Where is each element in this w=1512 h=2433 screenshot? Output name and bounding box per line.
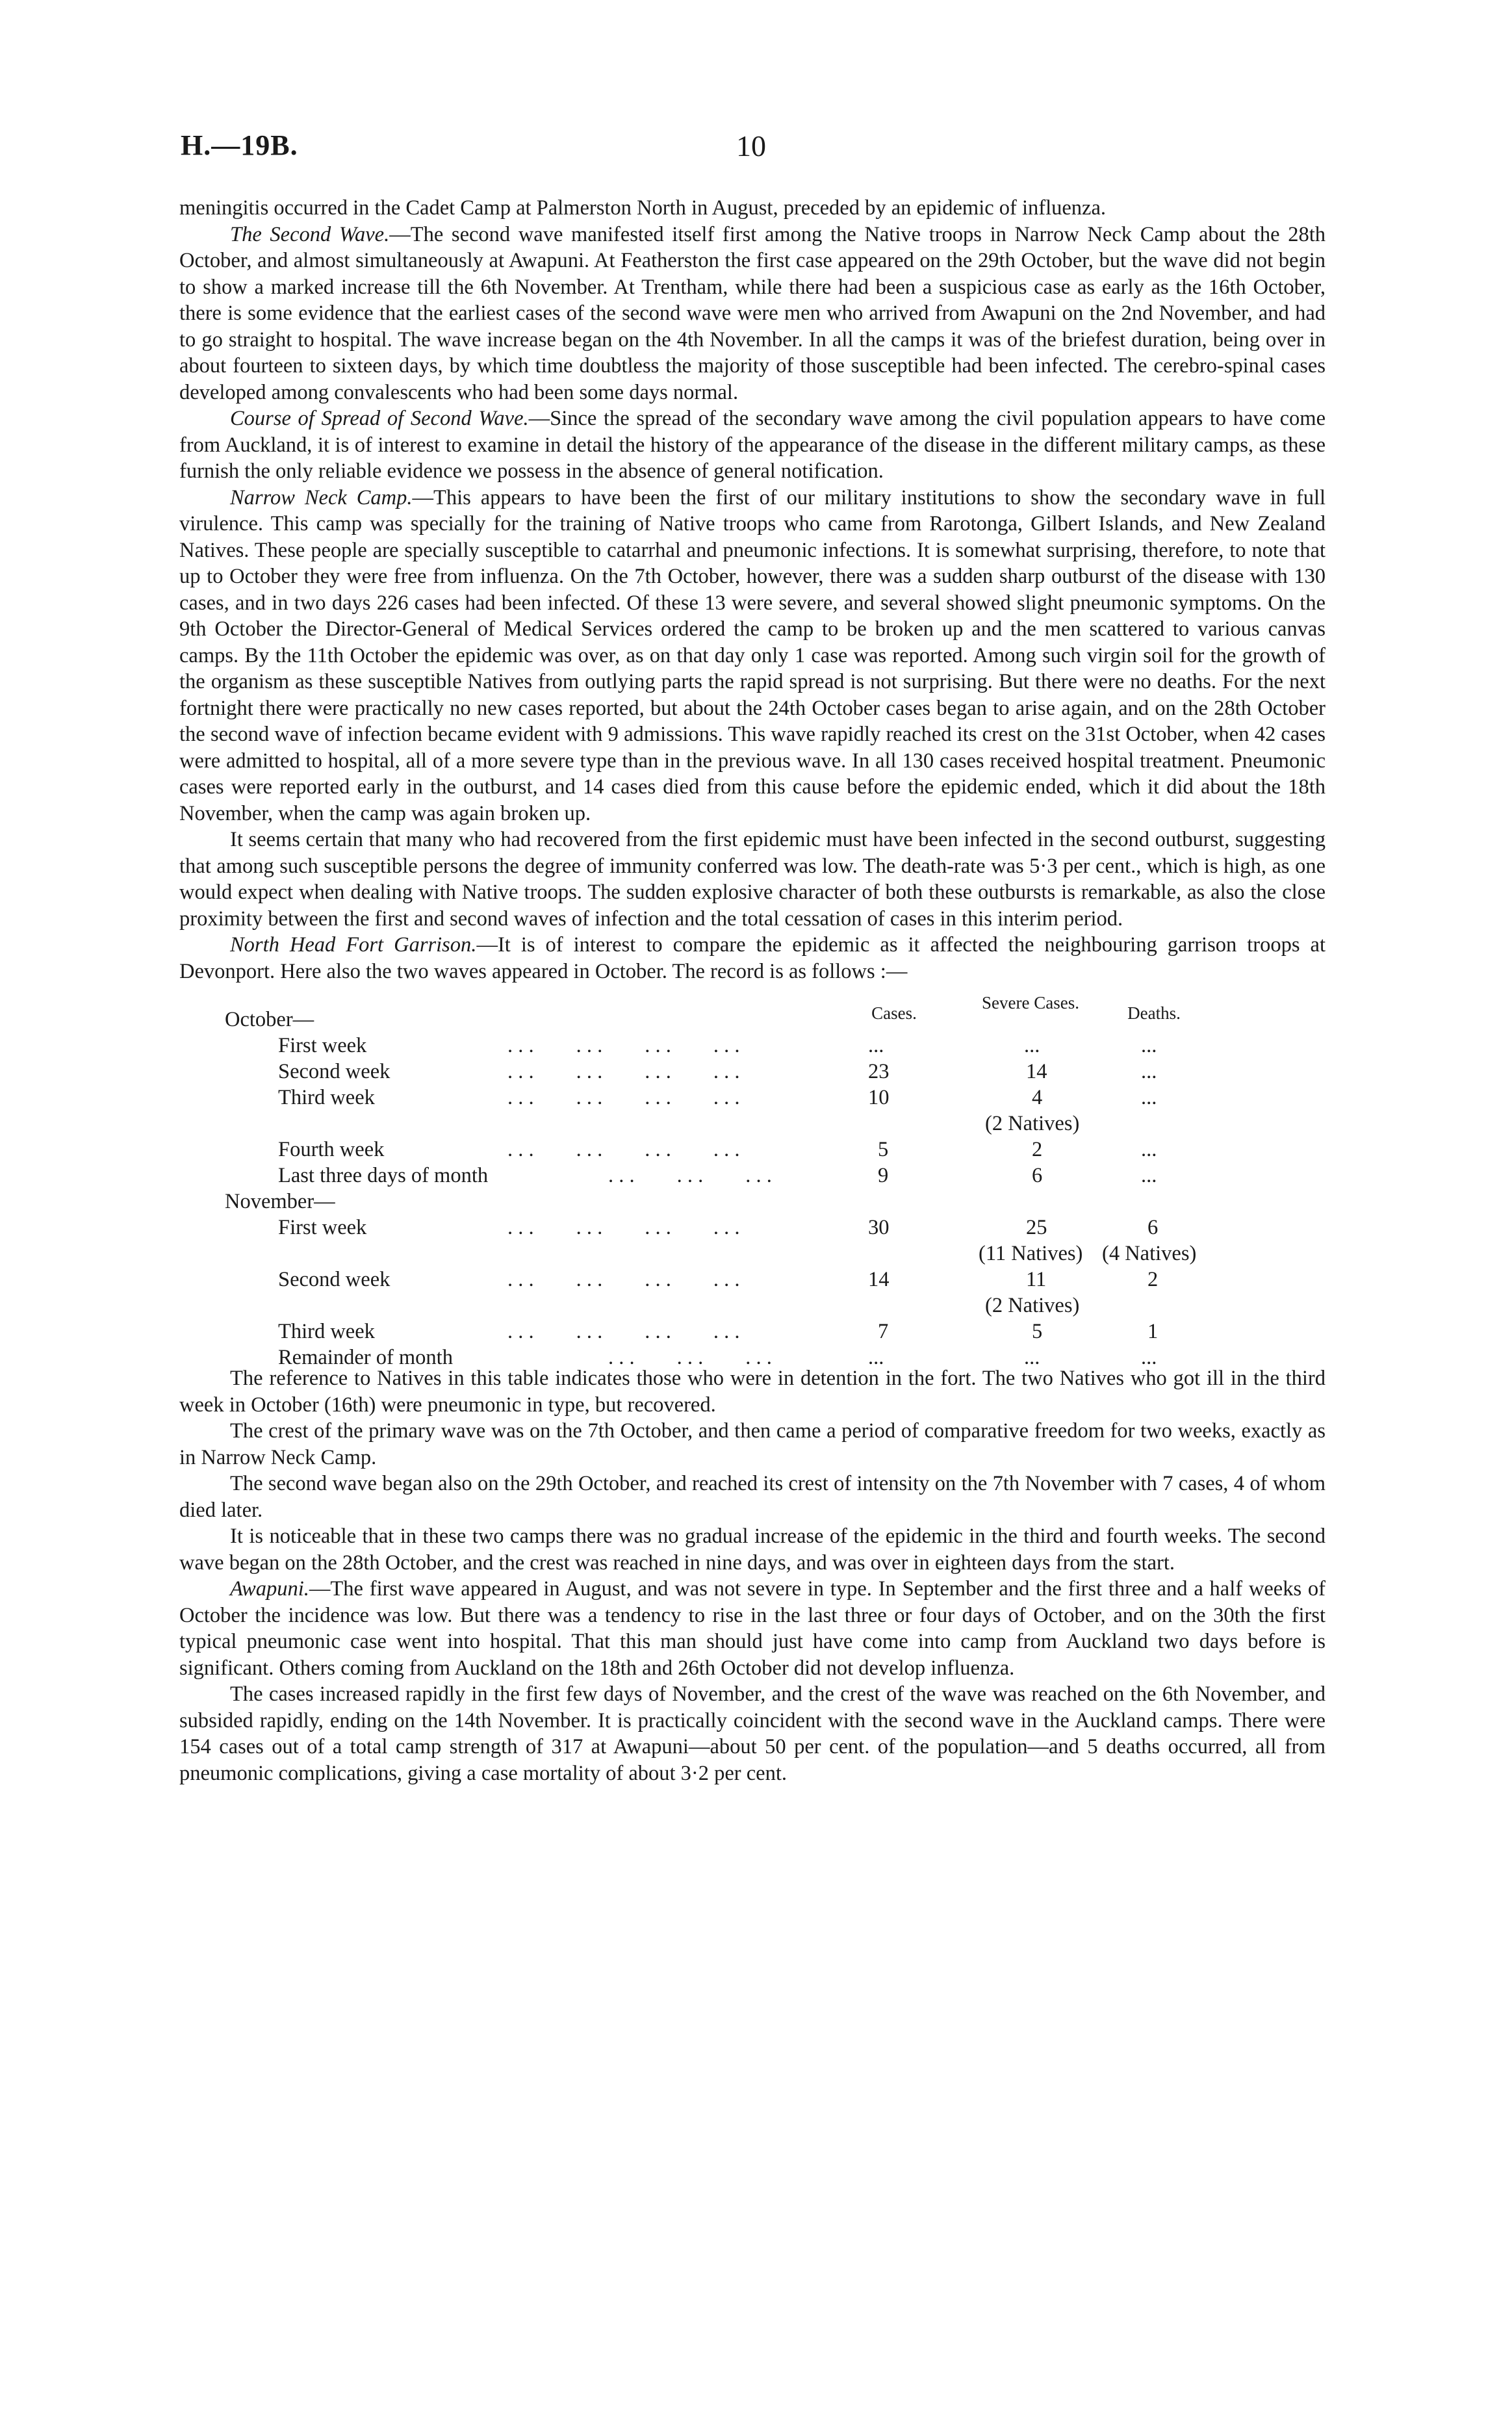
paragraph-text: —The first wave appeared in August, and was not severe in type. In September and the first three and a half weeks of October the incidence was low. But there was a tendency to rise in the last three or four days of October, and on the 30th the first typical pneumonic case went into hospital. That this man should just have come into camp from Auckland two days before is significant. Others coming from Auckland on the 18th and 26th October did not develop influenza. [179,1577,1326,1680]
leader-dots: . . . . . . . . . . . . [507,1216,740,1239]
header-severe-cases: Severe Cases. [982,993,1079,1012]
cell-cases: 7 [878,1320,889,1343]
row-label: Third week [278,1086,375,1109]
cell-cases: ... [868,1034,884,1057]
cell-deaths: ... [1141,1138,1157,1161]
cell-cases: ... [868,1346,884,1369]
leader-dots: . . . . . . . . . . . . [507,1060,740,1083]
cell-deaths: ... [1141,1034,1157,1057]
document-body [179,195,1326,1786]
section-heading: North Head Fort Garrison. [230,933,477,957]
leader-dots: . . . . . . . . . [608,1164,772,1187]
cell-deaths: 1 [1147,1320,1159,1343]
row-label: Last three days of month [278,1164,489,1187]
cell-severe: ... [1024,1034,1040,1057]
leader-dots: . . . . . . . . . . . . [507,1138,740,1161]
paragraph [179,1576,1326,1681]
paragraph: The crest of the primary wave was on the 7th October, and then came a period of comparative freedom for two weeks, exactly as in Narrow Neck Camp. [179,1419,1326,1469]
cell-severe: 11 [1026,1268,1047,1291]
paragraph [179,932,1326,985]
paragraph: The second wave began also on the 29th October, and reached its crest of intensity on the 7th November with 7 cases, 4 of whom died later. [179,1472,1326,1522]
paragraph [179,406,1326,485]
header-deaths: Deaths. [1127,1003,1181,1023]
document-code: H.—19B. [181,129,298,161]
cell-cases: 14 [868,1268,890,1291]
cell-severe-note: (2 Natives) [985,1112,1080,1135]
garrison-record-table [179,991,1326,1369]
cell-severe-note: (11 Natives) [979,1242,1083,1265]
row-label: Second week [278,1060,391,1083]
leader-dots: . . . . . . . . . . . . [507,1320,740,1343]
page-number: 10 [736,129,766,162]
cell-deaths: ... [1141,1164,1157,1187]
section-heading: Course of Spread of Second Wave. [230,407,529,430]
paragraph-text: —It is of interest to compare the epidemic as it affected the neighbouring garrison troops at Devonport. Here also the two waves appeared in October. The record is as follows :— [179,933,1326,983]
leader-dots: . . . . . . . . . . . . [507,1268,740,1291]
cell-deaths: 6 [1147,1216,1159,1239]
cell-severe: 14 [1026,1060,1047,1083]
row-label: First week [278,1216,367,1239]
cell-severe: 25 [1026,1216,1047,1239]
paragraph-text: —The second wave manifested itself first among the Native troops in Narrow Neck Camp about the 28th October, and almost simultaneously at Awapuni. At Featherston the first case appeared on the 29th October, but the wave did not begin to show a marked increase till the 6th November. At Trentham, while there had been a suspicious case as early as the 16th October, there is some evidence that the earliest cases of the second wave were men who arrived from Awapuni on the 2nd November, and had to go straight to hospital. The wave increase began on the 4th November. In all the camps it was of the briefest duration, being over in about fourteen to sixteen days, by which time doubtless the majority of those susceptible had been infected. The cerebro-spinal cases developed among convalescents who had been some days normal. [179,222,1326,404]
row-label: Remainder of month [278,1346,453,1369]
cell-cases: 23 [868,1060,890,1083]
group-label-november: November— [225,1190,335,1213]
row-label: First week [278,1034,367,1057]
cell-severe: 4 [1032,1086,1043,1109]
cell-severe: 2 [1032,1138,1043,1161]
paragraph: The cases increased rapidly in the first few days of November, and the crest of the wave was reached on the 6th November, and subsided rapidly, ending on the 14th November. It is practically coincident with the second wave in the Auckland camps. There were 154 cases out of a total camp strength of 317 at Awapuni—about 50 per cent. of the population—and 5 deaths occurred, all from pneumonic complications, giving a case mortality of about 3·2 per cent. [179,1682,1326,1785]
section-heading: Narrow Neck Camp. [230,485,413,509]
row-label: Fourth week [278,1138,385,1161]
row-label: Third week [278,1320,375,1343]
cell-deaths: ... [1141,1086,1157,1109]
group-label-october: October— [225,1008,314,1031]
cell-cases: 9 [878,1164,889,1187]
page-header [181,129,1324,168]
cell-severe: 6 [1032,1164,1043,1187]
paragraph: It is noticeable that in these two camps there was no gradual increase of the epidemic in the third and fourth weeks. The second wave began on the 28th October, and the crest was reached in nine days, and was over in eighteen days from the start. [179,1525,1326,1575]
cell-severe: ... [1024,1346,1040,1369]
paragraph-text: —Since the spread of the secondary wave among the civil population appears to have come from Auckland, it is of interest to examine in detail the history of the appearance of the disease in the different military camps, as these furnish the only reliable evidence we possess in the absence of general notification. [179,407,1326,483]
cell-severe-note: (2 Natives) [985,1294,1080,1317]
cell-deaths: 2 [1147,1268,1159,1291]
cell-deaths: ... [1141,1346,1157,1369]
header-cases: Cases. [871,1003,917,1023]
cell-cases: 5 [878,1138,889,1161]
paragraph [179,222,1326,406]
paragraph: meningitis occurred in the Cadet Camp at Palmerston North in August, preceded by an epidemic of influenza. [179,196,1107,220]
section-heading: Awapuni. [230,1577,309,1601]
section-heading: The Second Wave. [230,222,390,246]
leader-dots: . . . . . . . . . [608,1346,772,1369]
paragraph [179,485,1326,827]
paragraph: The reference to Natives in this table indicates those who were in detention in the fort. The two Natives who got ill in the third week in October (16th) were pneumonic in type, but recovered. [179,1367,1326,1417]
cell-cases: 30 [868,1216,890,1239]
cell-deaths-note: (4 Natives) [1102,1242,1197,1265]
cell-deaths: ... [1141,1060,1157,1083]
leader-dots: . . . . . . . . . . . . [507,1034,740,1057]
cell-severe: 5 [1032,1320,1043,1343]
cell-cases: 10 [868,1086,890,1109]
paragraph-text: —This appears to have been the first of our military institutions to show the secondary wave in full virulence. This camp was specially for the training of Native troops who came from Rarotonga, Gilbert Islands, and New Zealand Natives. These people are specially susceptible to catarrhal and pneumonic infections. It is somewhat surprising, therefore, to note that up to October they were free from influenza. On the 7th October, however, there was a sudden sharp outburst of the disease with 130 cases, and in two days 226 cases had been infected. Of these 13 were severe, and several showed slight pneumonic symptoms. On the 9th October the Director-General of Medical Services ordered the camp to be broken up and the men scattered to various canvas camps. By the 11th October the epidemic was over, as on that day only 1 case was reported. Among such virgin soil for the growth of the organism as these susceptible Natives from outlying parts the rapid spread is not surprising. But there were no deaths. For the next fortnight there were practically no new cases reported, but about the 24th October cases began to arise again, and on the 28th October the second wave of infection became evident with 9 admissions. This wave rapidly reached its crest on the 31st October, when 42 cases were admitted to hospital, all of a more severe type than in the previous wave. In all 130 cases received hospital treatment. Pneumonic cases were reported early in the outburst, and 14 cases died from this cause before the epidemic ended, which it did about the 18th November, when the camp was again broken up. [179,485,1326,825]
paragraph: It seems certain that many who had recovered from the first epidemic must have been infected in the second outburst, suggesting that among such susceptible persons the degree of immunity conferred was low. The death-rate was 5·3 per cent., which is high, as one would expect when dealing with Native troops. The sudden explosive character of both these outbursts is remarkable, as also the close proximity between the first and second waves of infection and the total cessation of cases in this interim period. [179,828,1326,931]
row-label: Second week [278,1268,391,1291]
leader-dots: . . . . . . . . . . . . [507,1086,740,1109]
